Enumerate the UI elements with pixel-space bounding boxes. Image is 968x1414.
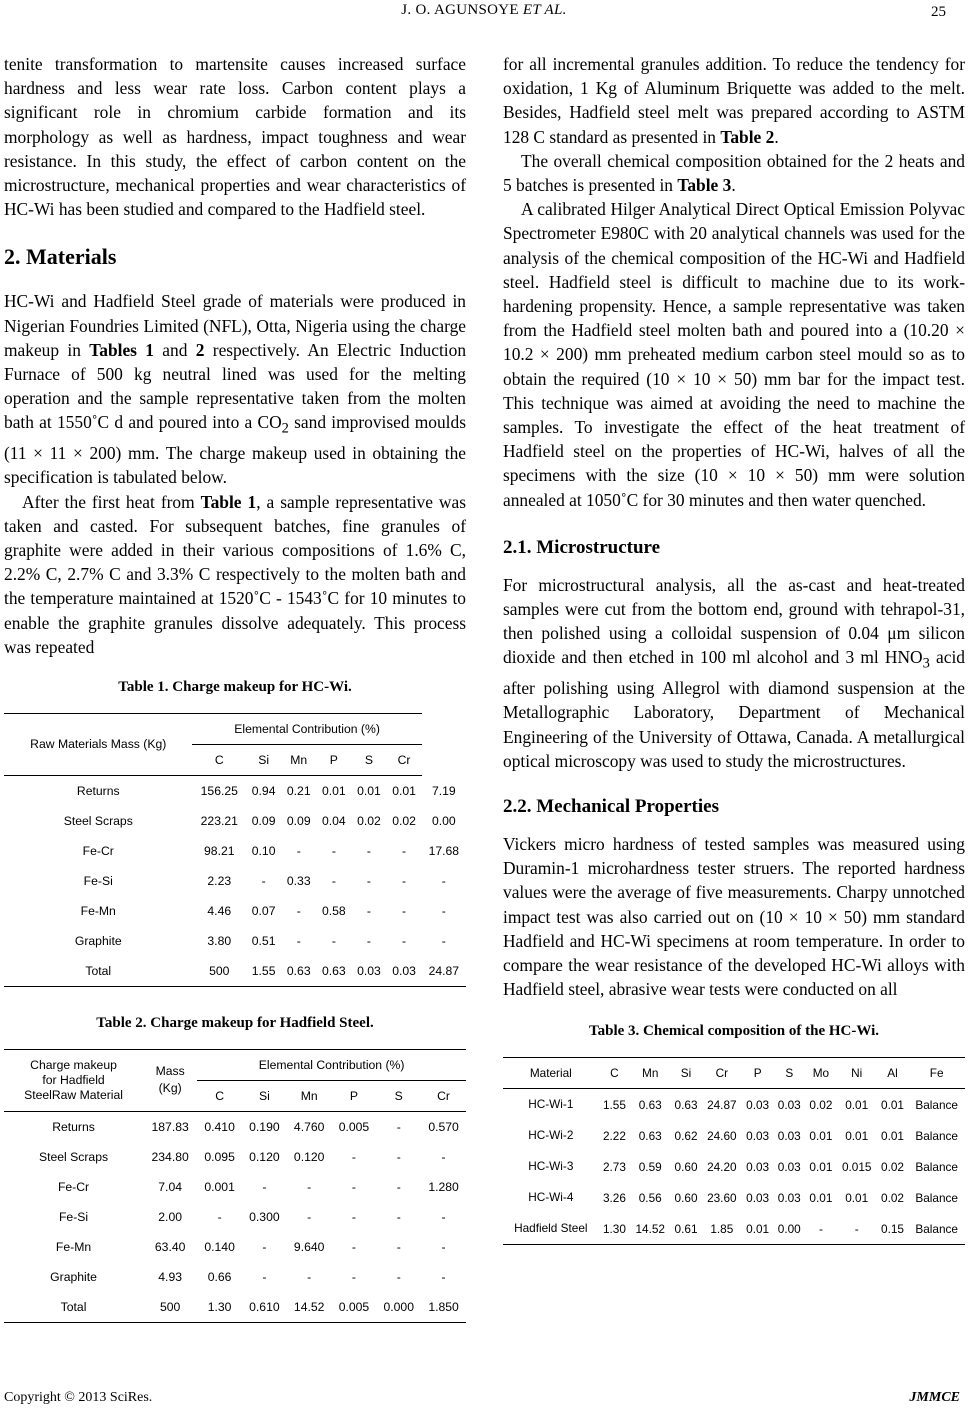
table-cell: 4.760 — [293, 1119, 325, 1134]
table-cell: 187.83 — [151, 1119, 189, 1134]
table-cell: 223.21 — [200, 813, 238, 828]
table-cell: 0.60 — [674, 1159, 698, 1174]
table-cell: 0.01 — [881, 1128, 904, 1143]
element-header: Mn — [281, 744, 316, 775]
table-cell: 4.46 — [207, 903, 232, 918]
element-header: Cr — [421, 1080, 466, 1111]
table1-caption: Table 1. Charge makeup for HC-Wi. — [118, 678, 352, 695]
table-cell: 0.570 — [428, 1119, 459, 1134]
table2-header-mass: Mass (Kg) — [143, 1049, 197, 1111]
table-cell: - — [307, 1179, 312, 1194]
table-cell: 24.87 — [422, 956, 466, 987]
table-cell: Balance — [915, 1097, 958, 1112]
table-cell: 2.73 — [602, 1159, 626, 1174]
table-ref-link[interactable]: Table 2 — [720, 126, 775, 147]
table1-row — [4, 836, 466, 866]
table-cell: 0.610 — [242, 1292, 287, 1323]
continued-paragraph: for all incremental granules addition. To reduce the tendency for oxidation, 1 Kg of Aluminum Briquette was added to the melt. Besides, Hadfield steel melt was prepared according to ASTM 128 C standard as presented in Table 2. — [503, 54, 965, 147]
table-cell: 1.55 — [246, 956, 281, 987]
table2-row — [4, 1262, 466, 1292]
table-cell: Fe-Cr — [57, 1179, 90, 1194]
table-ref-link[interactable]: Table 3 — [677, 175, 732, 196]
table-cell: 0.02 — [357, 813, 381, 828]
table-cell: - — [402, 843, 407, 858]
table1-row — [4, 956, 466, 987]
section-heading-materials: 2. Materials — [4, 244, 117, 270]
table-cell: - — [837, 1213, 877, 1245]
table3-header: S — [773, 1058, 805, 1089]
table-cell: 0.01 — [742, 1213, 774, 1245]
table-cell: 4.93 — [158, 1269, 183, 1284]
table-cell: 3.80 — [207, 933, 232, 948]
table-cell: - — [331, 873, 336, 888]
table-cell: 0.02 — [809, 1097, 833, 1112]
table3-header: Material — [503, 1058, 599, 1089]
table-cell: 0.59 — [638, 1159, 662, 1174]
table-cell: 0.94 — [251, 783, 276, 798]
table-cell: 1.55 — [602, 1097, 626, 1112]
table-cell: Fe-Si — [58, 1209, 89, 1224]
table-cell: HC-Wi-3 — [528, 1159, 574, 1174]
table-cell: 156.25 — [200, 783, 238, 798]
table2-row — [4, 1292, 466, 1323]
table-cell: - — [331, 843, 336, 858]
table-cell: Graphite — [74, 933, 122, 948]
table-cell: HC-Wi-2 — [528, 1128, 574, 1143]
table-cell: 0.00 — [431, 813, 456, 828]
table3-header: P — [742, 1058, 774, 1089]
table-cell: - — [296, 903, 301, 918]
left-column — [4, 52, 466, 1323]
mechanical-paragraph: Vickers micro hardness of tested samples was measured using Duramin-1 microhardness tester struers. The reported hardness values were the average of five measurements. Charpy unnotched impact test was also carried out on (10 × 10 × 50) mm standard Hadfield and HC-Wi specimens at room temperature. In order to compare the wear resistance of the developed HC-Wi alloys with Hadfield steel, abrasive wear tests were conducted on all — [503, 833, 965, 1000]
header-etal: ET AL. — [522, 2, 567, 18]
table-cell: 0.01 — [809, 1190, 833, 1205]
table-cell: - — [307, 1209, 312, 1224]
table-cell: 0.66 — [207, 1269, 232, 1284]
table-cell: 0.03 — [777, 1159, 801, 1174]
table1-row — [4, 806, 466, 836]
table-cell: 24.60 — [707, 1128, 737, 1143]
table-cell: 0.02 — [881, 1159, 904, 1174]
section-heading-microstructure: 2.1. Microstructure — [503, 536, 661, 558]
table-cell: 0.03 — [351, 956, 386, 987]
table-cell: - — [262, 1239, 267, 1254]
table-cell: 14.52 — [630, 1213, 670, 1245]
table-cell: - — [296, 933, 301, 948]
table-cell: 7.19 — [431, 783, 456, 798]
table3-header: Si — [670, 1058, 702, 1089]
page-number: 25 — [931, 4, 946, 20]
table3-header: Al — [877, 1058, 909, 1089]
table-cell: 0.63 — [638, 1097, 662, 1112]
table2-header-group: Elemental Contribution (%) — [197, 1049, 466, 1080]
table-cell: - — [441, 1269, 446, 1284]
table-cell: - — [396, 1119, 401, 1134]
table-cell: - — [351, 1209, 356, 1224]
table-cell: 0.01 — [845, 1128, 869, 1143]
table-cell: 0.000 — [376, 1292, 421, 1323]
table-cell: 0.01 — [809, 1159, 833, 1174]
table-cell: - — [351, 1269, 356, 1284]
table-cell: 0.005 — [332, 1292, 377, 1323]
table-cell: 0.03 — [746, 1190, 770, 1205]
table-cell: 0.00 — [773, 1213, 805, 1245]
table-cell: - — [331, 933, 336, 948]
table-cell: - — [351, 1239, 356, 1254]
table-cell: 7.04 — [158, 1179, 183, 1194]
table-cell: Balance — [915, 1159, 958, 1174]
table-cell: 0.03 — [746, 1128, 770, 1143]
table-cell: - — [262, 1269, 267, 1284]
table-cell: 2.23 — [207, 873, 232, 888]
table3-header: Cr — [702, 1058, 742, 1089]
table-cell: 234.80 — [151, 1149, 189, 1164]
table-cell: - — [262, 1179, 267, 1194]
table-cell: - — [402, 903, 407, 918]
table-cell: 500 — [143, 1292, 197, 1323]
table-cell: 2.00 — [158, 1209, 183, 1224]
table-cell: 0.10 — [251, 843, 276, 858]
table3-row — [503, 1182, 965, 1213]
table-cell: - — [441, 1209, 446, 1224]
table-cell: 24.20 — [707, 1159, 737, 1174]
table-cell: Steel Scraps — [63, 813, 133, 828]
materials-paragraph-1: HC-Wi and Hadfield Steel grade of materials were produced in Nigerian Foundries Limited (NFL), Otta, Nigeria using the charge makeup in Tables 1 and 2 respectively. An Electric Induction Furnace of 500 kg neutral lined was used for the melting operation and the sample representative taken from the molten bath at 1550˚C d and poured into a $CO_2$ sand improvised moulds (11 × 11 × 200) mm. The charge makeup used in obtaining the specification is tabulated below. — [4, 291, 467, 488]
table3-row — [503, 1089, 965, 1121]
table-cell: 0.190 — [249, 1119, 280, 1134]
table-cell: - — [396, 1209, 401, 1224]
table-cell: 0.03 — [777, 1190, 801, 1205]
table-cell: 0.01 — [392, 783, 416, 798]
table-cell: 1.30 — [599, 1213, 631, 1245]
table-ref-link[interactable]: Table 1 — [200, 491, 257, 512]
table-cell: - — [217, 1209, 222, 1224]
microstructure-paragraph: For microstructural analysis, all the as-cast and heat-treated samples were cut from the bottom end, ground with tehrapol-31, then polished using a colloidal suspension of 0.04 μm silicon dioxide and then etched in 100 ml alcohol and 3 ml $HNO_3$ acid after polishing using Allegrol with diamond suspension at the Metallographic Laboratory, Department of Mechanical Engineering of the University of Ottawa, Canada. A metallurgical optical microscopy was used to study the microstructures. — [503, 574, 966, 771]
table2-header-raw: Charge makeup for Hadfield SteelRaw Material — [4, 1049, 143, 1111]
table-cell: Total — [4, 1292, 143, 1323]
table1-header-raw: Raw Materials Mass (Kg) — [4, 713, 192, 775]
table-cell: Graphite — [50, 1269, 97, 1284]
table-cell: 1.280 — [428, 1179, 459, 1194]
table-cell: 0.02 — [881, 1190, 904, 1205]
table-cell: - — [366, 903, 371, 918]
element-header: Si — [242, 1080, 287, 1111]
table-cell: 0.01 — [845, 1190, 869, 1205]
table-cell: 0.001 — [204, 1179, 235, 1194]
table-cell: - — [307, 1269, 312, 1284]
table-cell: 0.120 — [293, 1149, 325, 1164]
table-cell: 0.03 — [746, 1097, 770, 1112]
table1-row — [4, 926, 466, 956]
table-cell: Fe-Cr — [82, 843, 114, 858]
table-cell: Balance — [915, 1128, 958, 1143]
table-cell: 0.120 — [249, 1149, 280, 1164]
element-header: Mn — [287, 1080, 332, 1111]
table-cell: 0.62 — [674, 1128, 698, 1143]
spectrometer-paragraph: A calibrated Hilger Analytical Direct Optical Emission Polyvac Spectrometer E980C with 20 analytical channels was used for the analysis of the chemical composition of the HC-Wi and Hadfield steel. Hadfield steel is difficult to machine due to its work-hardening propensity. Hence, a sample representative was taken from the Hadfield steel molten bath and poured into a (10.20 × 10.2 × 200) mm preheated medium carbon steel mould so as to obtain the required (10 × 10 × 50) mm bar for the impact test. This technique was aimed at avoiding the need to machine the samples. To investigate the effect of the heat treatment of Hadfield steel on the properties of HC-Wi, halves of all the specimens with the size (10 × 10 × 50) mm were solution annealed at 1050˚C for 30 minutes and then water quenched. — [503, 199, 965, 510]
table3-header: Mn — [630, 1058, 670, 1089]
element-header: Cr — [387, 744, 422, 775]
table-cell: - — [261, 873, 266, 888]
table-cell: 0.015 — [841, 1159, 872, 1174]
table3 — [503, 1057, 965, 1245]
element-header: P — [316, 744, 351, 775]
table2-row — [4, 1202, 466, 1232]
table-cell: - — [441, 903, 446, 918]
table-cell: HC-Wi-4 — [528, 1190, 574, 1205]
table-cell: 0.51 — [251, 933, 276, 948]
table2-row — [4, 1172, 466, 1202]
table-cell: Fe-Mn — [80, 903, 116, 918]
intro-paragraph: tenite transformation to martensite causes increased surface hardness and less wear rate loss. Carbon content plays a significant role in chromium carbide formation and its morphology as well as hardness, impact toughness and wear resistance. In this study, the effect of carbon content on the microstructure, mechanical properties and wear characteristics of HC-Wi has been studied and compared to the Hadfield steel. — [4, 54, 466, 220]
table-cell: 0.01 — [809, 1128, 833, 1143]
table-cell: 0.09 — [286, 813, 311, 828]
table-cell: 0.03 — [387, 956, 422, 987]
table-cell: - — [396, 1149, 401, 1164]
table-cell: 98.21 — [204, 843, 235, 858]
table-cell: 0.09 — [251, 813, 276, 828]
table-cell: Returns — [52, 1119, 95, 1134]
table-cell: 0.07 — [251, 903, 276, 918]
table-cell: 0.02 — [392, 813, 416, 828]
element-header: P — [332, 1080, 377, 1111]
table-cell: 0.21 — [286, 783, 311, 798]
table-cell: - — [396, 1179, 401, 1194]
table-cell: Steel Scraps — [38, 1149, 109, 1164]
table1-row — [4, 896, 466, 926]
table-cell: 0.63 — [674, 1097, 698, 1112]
table-cell: 2.22 — [602, 1128, 626, 1143]
table-cell: - — [366, 933, 371, 948]
table-cell: 0.095 — [204, 1149, 235, 1164]
table-cell: 1.85 — [702, 1213, 742, 1245]
table-cell: 0.58 — [321, 903, 346, 918]
table3-caption: Table 3. Chemical composition of the HC-Wi. — [588, 1023, 879, 1040]
table-cell: 0.15 — [877, 1213, 909, 1245]
table-cell: 0.01 — [357, 783, 381, 798]
table-cell: Returns — [76, 783, 120, 798]
journal-footer: JMMCE — [909, 1390, 960, 1405]
section-heading-mechanical: 2.2. Mechanical Properties — [503, 795, 719, 817]
table-cell: 0.63 — [638, 1128, 662, 1143]
table-cell: - — [441, 873, 446, 888]
copyright-footer: Copyright © 2013 SciRes. — [4, 1390, 153, 1405]
table-cell: 0.140 — [204, 1239, 235, 1254]
table-cell: 0.410 — [204, 1119, 235, 1134]
table-cell: 0.03 — [746, 1159, 770, 1174]
table-cell: 0.04 — [321, 813, 346, 828]
materials-paragraph-2: After the first heat from Table 1, a sample representative was taken and casted. For subsequent batches, fine granules of graphite were added in their various compositions of 1.6% C, 2.2% C, 2.7% C and 3.3% C respectively to the molten bath and the temperature maintained at 1520˚C - 1543˚C for 10 minutes to enable the graphite granules dissolve adequately. This process was repeated — [4, 491, 466, 657]
table-cell: Total — [4, 956, 192, 987]
table1-header-group: Elemental Contribution (%) — [192, 713, 421, 744]
table-cell: 0.61 — [670, 1213, 702, 1245]
table-cell: - — [396, 1269, 401, 1284]
table3-header: C — [599, 1058, 631, 1089]
table2-row — [4, 1142, 466, 1172]
element-header: S — [351, 744, 386, 775]
table-cell: - — [351, 1149, 356, 1164]
table-cell: 500 — [192, 956, 246, 987]
table2-row — [4, 1111, 466, 1142]
table-cell: 0.005 — [338, 1119, 370, 1134]
table-cell: - — [402, 933, 407, 948]
table-cell: - — [441, 1149, 446, 1164]
element-header: C — [192, 744, 246, 775]
table1 — [4, 713, 466, 987]
table-cell: 0.63 — [316, 956, 351, 987]
running-header — [0, 2, 968, 19]
table-cell: - — [805, 1213, 837, 1245]
table-cell: 0.01 — [881, 1097, 904, 1112]
table-cell: - — [396, 1239, 401, 1254]
table-cell: 0.01 — [321, 783, 346, 798]
table-cell: - — [366, 843, 371, 858]
element-header: C — [197, 1080, 242, 1111]
table-cell: 17.68 — [428, 843, 460, 858]
table3-row — [503, 1120, 965, 1151]
table3-row — [503, 1213, 965, 1245]
table2-row — [4, 1232, 466, 1262]
table1-row — [4, 775, 466, 806]
element-header: S — [376, 1080, 421, 1111]
table3-header: Ni — [837, 1058, 877, 1089]
table-cell: 0.03 — [777, 1128, 801, 1143]
table-cell: Hadfield Steel — [503, 1213, 599, 1245]
table-cell: Balance — [908, 1213, 965, 1245]
table-cell: - — [402, 873, 407, 888]
right-column — [503, 52, 965, 1245]
table-cell: - — [366, 873, 371, 888]
element-header: Si — [246, 744, 281, 775]
table-cell: Balance — [915, 1190, 958, 1205]
table3-header: Fe — [908, 1058, 965, 1089]
table-cell: 0.03 — [777, 1097, 801, 1112]
table-cell: 63.40 — [154, 1239, 186, 1254]
table-cell: - — [441, 1239, 446, 1254]
table-cell: - — [296, 843, 301, 858]
header-authors: J. O. AGUNSOYE — [401, 2, 519, 18]
table-cell: HC-Wi-1 — [528, 1097, 574, 1112]
table-cell: - — [441, 933, 446, 948]
table-ref-link[interactable]: 2 — [195, 339, 205, 360]
table-cell: 24.87 — [707, 1097, 737, 1112]
table-cell: 0.63 — [281, 956, 316, 987]
table-cell: 1.30 — [197, 1292, 242, 1323]
table-ref-link[interactable]: Tables 1 — [89, 339, 154, 360]
table2-caption: Table 2. Charge makeup for Hadfield Steel. — [96, 1014, 374, 1031]
table2 — [4, 1049, 466, 1323]
overall-paragraph: The overall chemical composition obtained for the 2 heats and 5 batches is presented in Table 3. — [503, 150, 965, 196]
table-cell: Fe-Mn — [55, 1239, 92, 1254]
table3-header: Mo — [805, 1058, 837, 1089]
table3-row — [503, 1151, 965, 1182]
table-cell: 14.52 — [287, 1292, 332, 1323]
table-cell: 1.850 — [421, 1292, 466, 1323]
table-cell: 3.26 — [602, 1190, 626, 1205]
table-cell: 0.300 — [249, 1209, 280, 1224]
table-cell: 0.56 — [638, 1190, 662, 1205]
table-cell: Fe-Si — [83, 873, 113, 888]
table-cell: 0.60 — [674, 1190, 698, 1205]
table-cell: 9.640 — [293, 1239, 325, 1254]
table1-row — [4, 866, 466, 896]
table-cell: 0.01 — [845, 1097, 869, 1112]
table-cell: 23.60 — [707, 1190, 737, 1205]
table-cell: - — [351, 1179, 356, 1194]
table-cell: 0.33 — [286, 873, 311, 888]
